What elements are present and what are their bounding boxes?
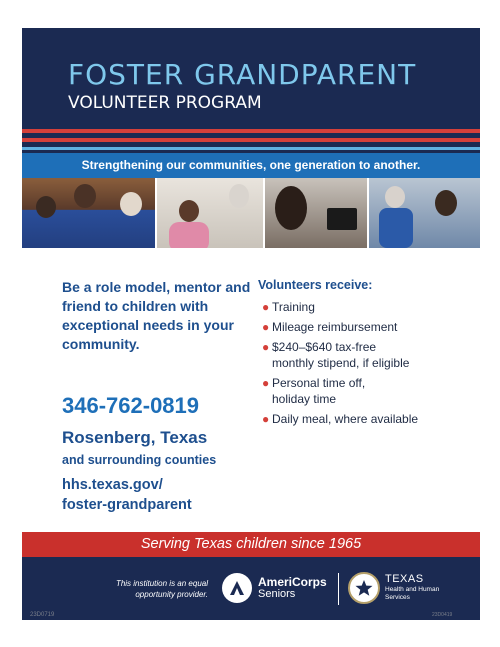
- phone-number[interactable]: 346-762-0819: [62, 393, 200, 418]
- blue-stripe: [22, 147, 480, 150]
- program-title: FOSTER GRANDPARENT: [68, 58, 417, 91]
- role-statement: Be a role model, mentor and friend to children with exceptional needs in your community.: [62, 279, 251, 352]
- tagline: Strengthening our communities, one generation to another.: [81, 158, 421, 172]
- bullet-icon: ●: [262, 340, 270, 354]
- photo-video-call: [265, 178, 368, 248]
- logo-divider: [338, 573, 339, 605]
- texas-hhs-sub: Health and Human Services: [385, 586, 440, 601]
- benefits-list: [258, 278, 458, 431]
- tagline-bar: [22, 153, 480, 178]
- benefit-item: ● Daily meal, where available: [262, 412, 419, 426]
- americorps-name: AmeriCorps: [258, 575, 327, 589]
- bullet-icon: ●: [262, 376, 270, 390]
- photo-child-reading: [157, 178, 263, 248]
- website-link-line2: foster-grandparent: [62, 497, 192, 513]
- benefit-item: ● Mileage reimbursement: [262, 320, 398, 334]
- location-counties: and surrounding counties: [62, 453, 217, 467]
- benefit-item: ● Training: [262, 300, 315, 314]
- footer: [22, 557, 480, 620]
- texas-seal-icon: [348, 572, 380, 604]
- bullet-icon: ●: [262, 320, 270, 334]
- benefit-item: ● Personal time off, holiday time: [262, 376, 366, 406]
- document-code-right: 23D0419: [432, 612, 453, 618]
- red-stripe: [22, 138, 480, 142]
- document-code-left: 23D0719: [30, 612, 55, 618]
- benefits-heading: Volunteers receive:: [258, 278, 373, 292]
- bullet-icon: ●: [262, 300, 270, 314]
- location-city: Rosenberg, Texas: [62, 428, 208, 447]
- equal-opportunity-text: This institution is an equal opportunity provider.: [115, 579, 208, 599]
- serving-text: Serving Texas children since 1965: [140, 536, 362, 552]
- program-subtitle: VOLUNTEER PROGRAM: [68, 93, 262, 113]
- red-stripe: [22, 129, 480, 133]
- role-statement-block: [62, 278, 252, 354]
- bullet-icon: ●: [262, 412, 270, 426]
- website-link[interactable]: [62, 475, 192, 515]
- photo-strip: [22, 178, 480, 248]
- serving-banner: [22, 532, 480, 557]
- americorps-sub: Seniors: [258, 588, 296, 600]
- benefit-item: ● $240–$640 tax-free monthly stipend, if eligible: [262, 340, 410, 370]
- americorps-logo-icon: [222, 573, 252, 603]
- photo-volunteers: [22, 178, 155, 248]
- photo-tutoring: [369, 178, 480, 248]
- texas-hhs-name: TEXAS: [385, 573, 424, 585]
- website-link-line1: hhs.texas.gov/: [62, 477, 163, 493]
- header-banner: [22, 28, 480, 178]
